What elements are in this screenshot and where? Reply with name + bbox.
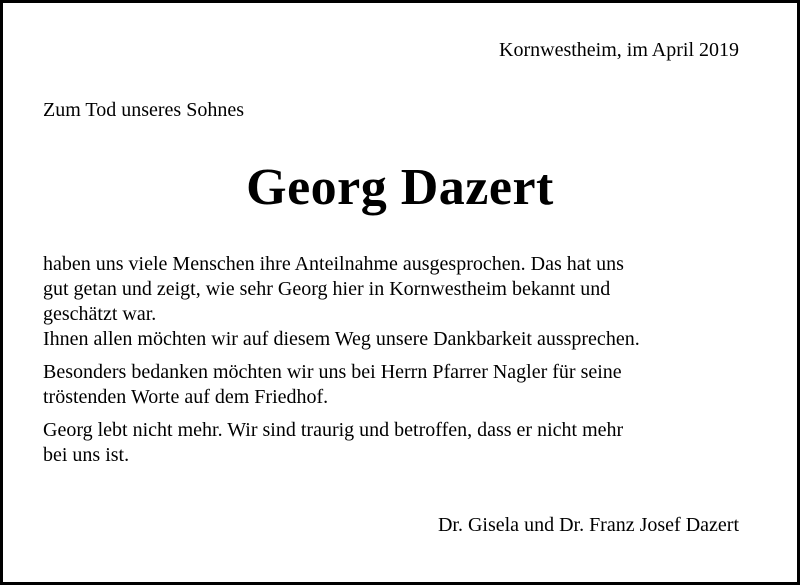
place-and-date: Kornwestheim, im April 2019 [499, 39, 739, 61]
text-line: haben uns viele Menschen ihre Anteilnahme ausgesprochen. Das hat uns [43, 253, 624, 275]
deceased-name: Georg Dazert [246, 159, 554, 216]
paragraph-pastor [43, 360, 743, 410]
paragraph-spacer [43, 410, 743, 418]
text-line: gut getan und zeigt, wie sehr Georg hier in Kornwestheim bekannt und [43, 278, 611, 300]
text-line: Besonders bedanken möchten wir uns bei Herrn Pfarrer Nagler für seine [43, 361, 622, 383]
paragraph-spacer [43, 352, 743, 360]
text-line: geschätzt war. [43, 303, 157, 325]
paragraph-closing [43, 418, 743, 468]
text-line: Ihnen allen möchten wir auf diesem Weg unsere Dankbarkeit aussprechen. [43, 328, 640, 350]
intro-line: Zum Tod unseres Sohnes [43, 99, 244, 121]
paragraph-thanks [43, 252, 743, 352]
text-line: Georg lebt nicht mehr. Wir sind traurig und betroffen, dass er nicht mehr [43, 419, 624, 441]
text-line: tröstenden Worte auf dem Friedhof. [43, 386, 329, 408]
message-body [43, 252, 743, 468]
text-line: bei uns ist. [43, 444, 130, 466]
signature: Dr. Gisela und Dr. Franz Josef Dazert [437, 514, 739, 536]
